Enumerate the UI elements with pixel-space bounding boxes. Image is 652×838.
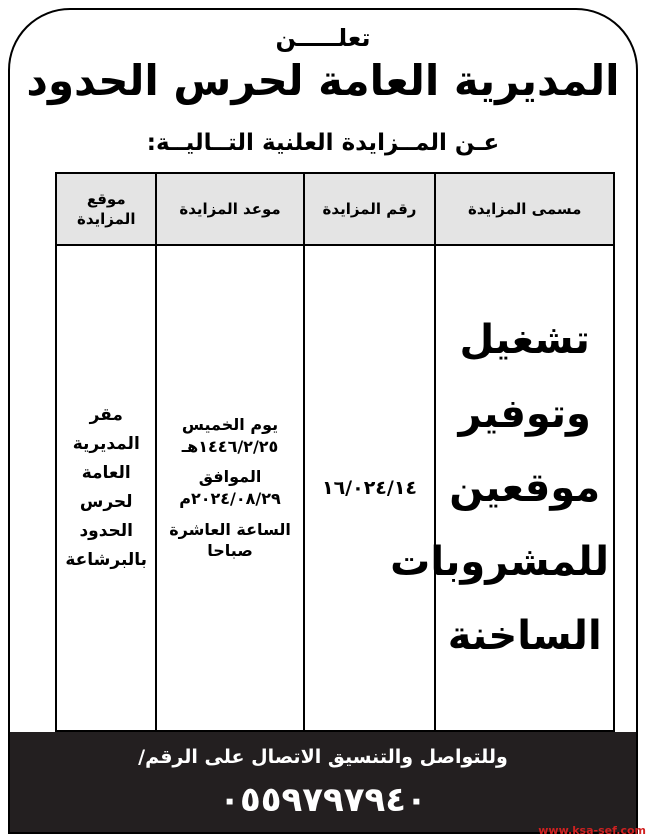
table-header-row bbox=[56, 173, 614, 245]
page-title: المديرية العامة لحرس الحدود bbox=[26, 56, 620, 105]
auction-table bbox=[55, 172, 615, 732]
auction-name: تشغيل وتوفير موقعين للمشروبات الساخنة bbox=[435, 245, 614, 731]
contact-phone: ٠٥٥٩٧٩٧٩٤٠ bbox=[219, 780, 427, 820]
header-auction-location: موقع المزايدة bbox=[56, 173, 156, 245]
intro-text: تعلـــــن bbox=[275, 24, 371, 52]
auction-date-gregorian: الموافق ٢٠٢٤/٠٨/٢٩م bbox=[179, 467, 281, 508]
header-auction-number: رقم المزايدة bbox=[304, 173, 436, 245]
advertisement-frame bbox=[8, 8, 638, 834]
header-auction-date: موعد المزايدة bbox=[156, 173, 303, 245]
subtitle: عـن المــزايدة العلنية التــاليــة: bbox=[146, 130, 500, 156]
auction-date-hijri: يوم الخميس ١٤٤٦/٢/٢٥هـ bbox=[181, 415, 279, 456]
auction-time: الساعة العاشرة صباحا bbox=[169, 519, 291, 561]
header-auction-name: مسمى المزايدة bbox=[435, 173, 614, 245]
auction-number: ١٦/٠٢٤/١٤ bbox=[304, 245, 436, 731]
watermark: www.ksa-sef.com bbox=[538, 824, 646, 837]
auction-date-cell bbox=[156, 245, 303, 731]
contact-label: وللتواصل والتنسيق الاتصال على الرقم/ bbox=[138, 746, 508, 768]
auction-location: مقر المديرية العامة لحرس الحدود بالبرشاعة bbox=[56, 245, 156, 731]
table-row bbox=[56, 245, 614, 731]
contact-footer bbox=[10, 732, 636, 832]
